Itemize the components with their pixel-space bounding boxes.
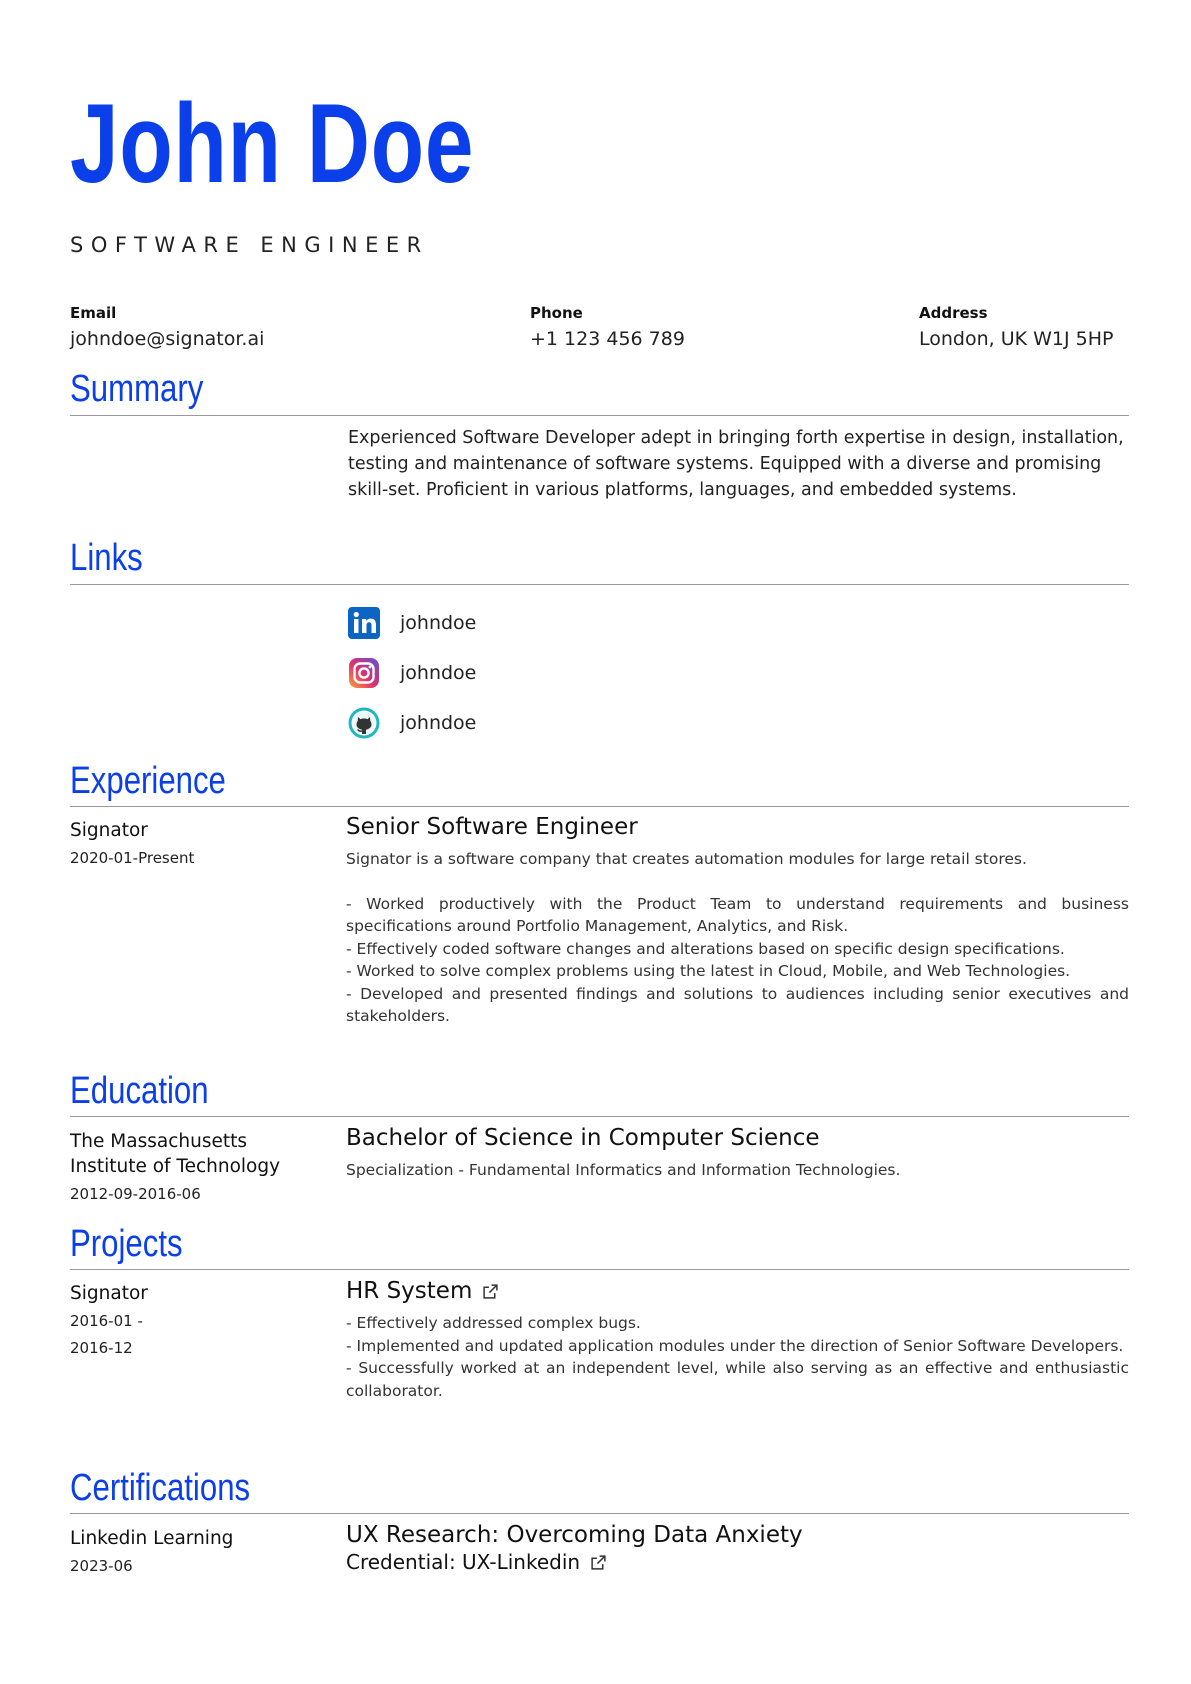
experience-divider xyxy=(70,806,1129,807)
experience-description xyxy=(346,848,1129,1028)
experience-dates: 2020-01-Present xyxy=(70,849,195,867)
project-description xyxy=(346,1312,1129,1402)
candidate-name: John Doe xyxy=(70,81,475,206)
external-link-icon[interactable] xyxy=(590,1554,607,1571)
certification-name: UX Research: Overcoming Data Anxiety xyxy=(346,1522,803,1548)
summary-divider xyxy=(70,415,1129,416)
projects-title: Projects xyxy=(70,1223,183,1265)
phone-label: Phone xyxy=(530,304,583,322)
education-divider xyxy=(70,1116,1129,1117)
education-meta xyxy=(70,1129,325,1203)
experience-intro: Signator is a software company that creates automation modules for large retail stores. xyxy=(346,850,1027,868)
instagram-icon xyxy=(348,657,380,689)
certification-issuer: Linkedin Learning xyxy=(70,1528,234,1549)
certifications-divider xyxy=(70,1513,1129,1514)
links-divider xyxy=(70,584,1129,585)
education-dates: 2012-09-2016-06 xyxy=(70,1185,201,1203)
certification-date: 2023-06 xyxy=(70,1557,133,1575)
experience-title: Experience xyxy=(70,760,226,802)
email-label: Email xyxy=(70,304,117,322)
experience-meta xyxy=(70,818,325,867)
project-name: HR System xyxy=(346,1278,473,1304)
experience-position: Senior Software Engineer xyxy=(346,814,638,840)
contact-phone xyxy=(530,304,685,350)
phone-value[interactable]: +1 123 456 789 xyxy=(530,328,685,350)
certification-credential[interactable] xyxy=(346,1550,1129,1574)
education-details xyxy=(346,1125,1129,1182)
certification-meta xyxy=(70,1526,325,1575)
contact-address xyxy=(919,304,1113,350)
project-bullet: - Implemented and updated application modules under the direction of Senior Software Developers. xyxy=(346,1336,1124,1355)
education-specialization: Specialization - Fundamental Informatics and Information Technologies. xyxy=(346,1161,901,1179)
project-date-start: 2016-01 - xyxy=(70,1312,143,1330)
link-linkedin[interactable] xyxy=(348,606,476,640)
certification-details xyxy=(346,1522,1129,1574)
external-link-icon[interactable] xyxy=(482,1283,499,1300)
experience-company: Signator xyxy=(70,820,148,841)
education-school: The Massachusetts Institute of Technology xyxy=(70,1131,281,1177)
credential-text: Credential: UX-Linkedin xyxy=(346,1550,581,1574)
project-org: Signator xyxy=(70,1283,148,1304)
links-title: Links xyxy=(70,537,143,579)
email-value[interactable]: johndoe@signator.ai xyxy=(70,328,265,350)
education-degree: Bachelor of Science in Computer Science xyxy=(346,1125,820,1151)
project-meta xyxy=(70,1281,325,1357)
experience-bullet: - Developed and presented findings and solutions to audiences including senior executives and stakeholders. xyxy=(346,984,1129,1025)
experience-bullet: - Worked to solve complex problems using the latest in Cloud, Mobile, and Web Technologies. xyxy=(346,962,1071,980)
address-label: Address xyxy=(919,304,988,322)
link-instagram[interactable] xyxy=(348,656,476,690)
github-handle: johndoe xyxy=(400,712,477,734)
summary-text: Experienced Software Developer adept in bringing forth expertise in design, installation, testing and maintenance of software systems. Equipped with a diverse and promising skill-set. Proficient in various platforms, languages, and embedded systems. xyxy=(348,428,1124,500)
instagram-handle: johndoe xyxy=(400,662,477,684)
link-github[interactable] xyxy=(348,706,476,740)
address-value: London, UK W1J 5HP xyxy=(919,328,1114,350)
experience-bullet: - Worked productively with the Product Team to understand requirements and business specifications around Portfolio Management, Analytics, and Risk. xyxy=(346,894,1129,935)
linkedin-icon xyxy=(348,607,380,639)
candidate-role: SOFTWARE ENGINEER xyxy=(70,233,429,257)
contact-email xyxy=(70,304,264,350)
project-bullet: - Effectively addressed complex bugs. xyxy=(346,1314,641,1332)
project-details xyxy=(346,1278,1129,1402)
experience-bullet: - Effectively coded software changes and alterations based on specific design specifications. xyxy=(346,939,1065,958)
certifications-title: Certifications xyxy=(70,1467,251,1509)
linkedin-handle: johndoe xyxy=(400,612,477,634)
projects-divider xyxy=(70,1269,1129,1270)
project-title[interactable] xyxy=(346,1278,1129,1304)
education-title: Education xyxy=(70,1070,209,1112)
summary-title: Summary xyxy=(70,368,204,410)
project-date-end: 2016-12 xyxy=(70,1339,133,1357)
github-icon xyxy=(348,707,380,739)
project-bullet: - Successfully worked at an independent level, while also serving as an effective and enthusiastic collaborator. xyxy=(346,1359,1129,1400)
experience-details xyxy=(346,814,1129,1028)
